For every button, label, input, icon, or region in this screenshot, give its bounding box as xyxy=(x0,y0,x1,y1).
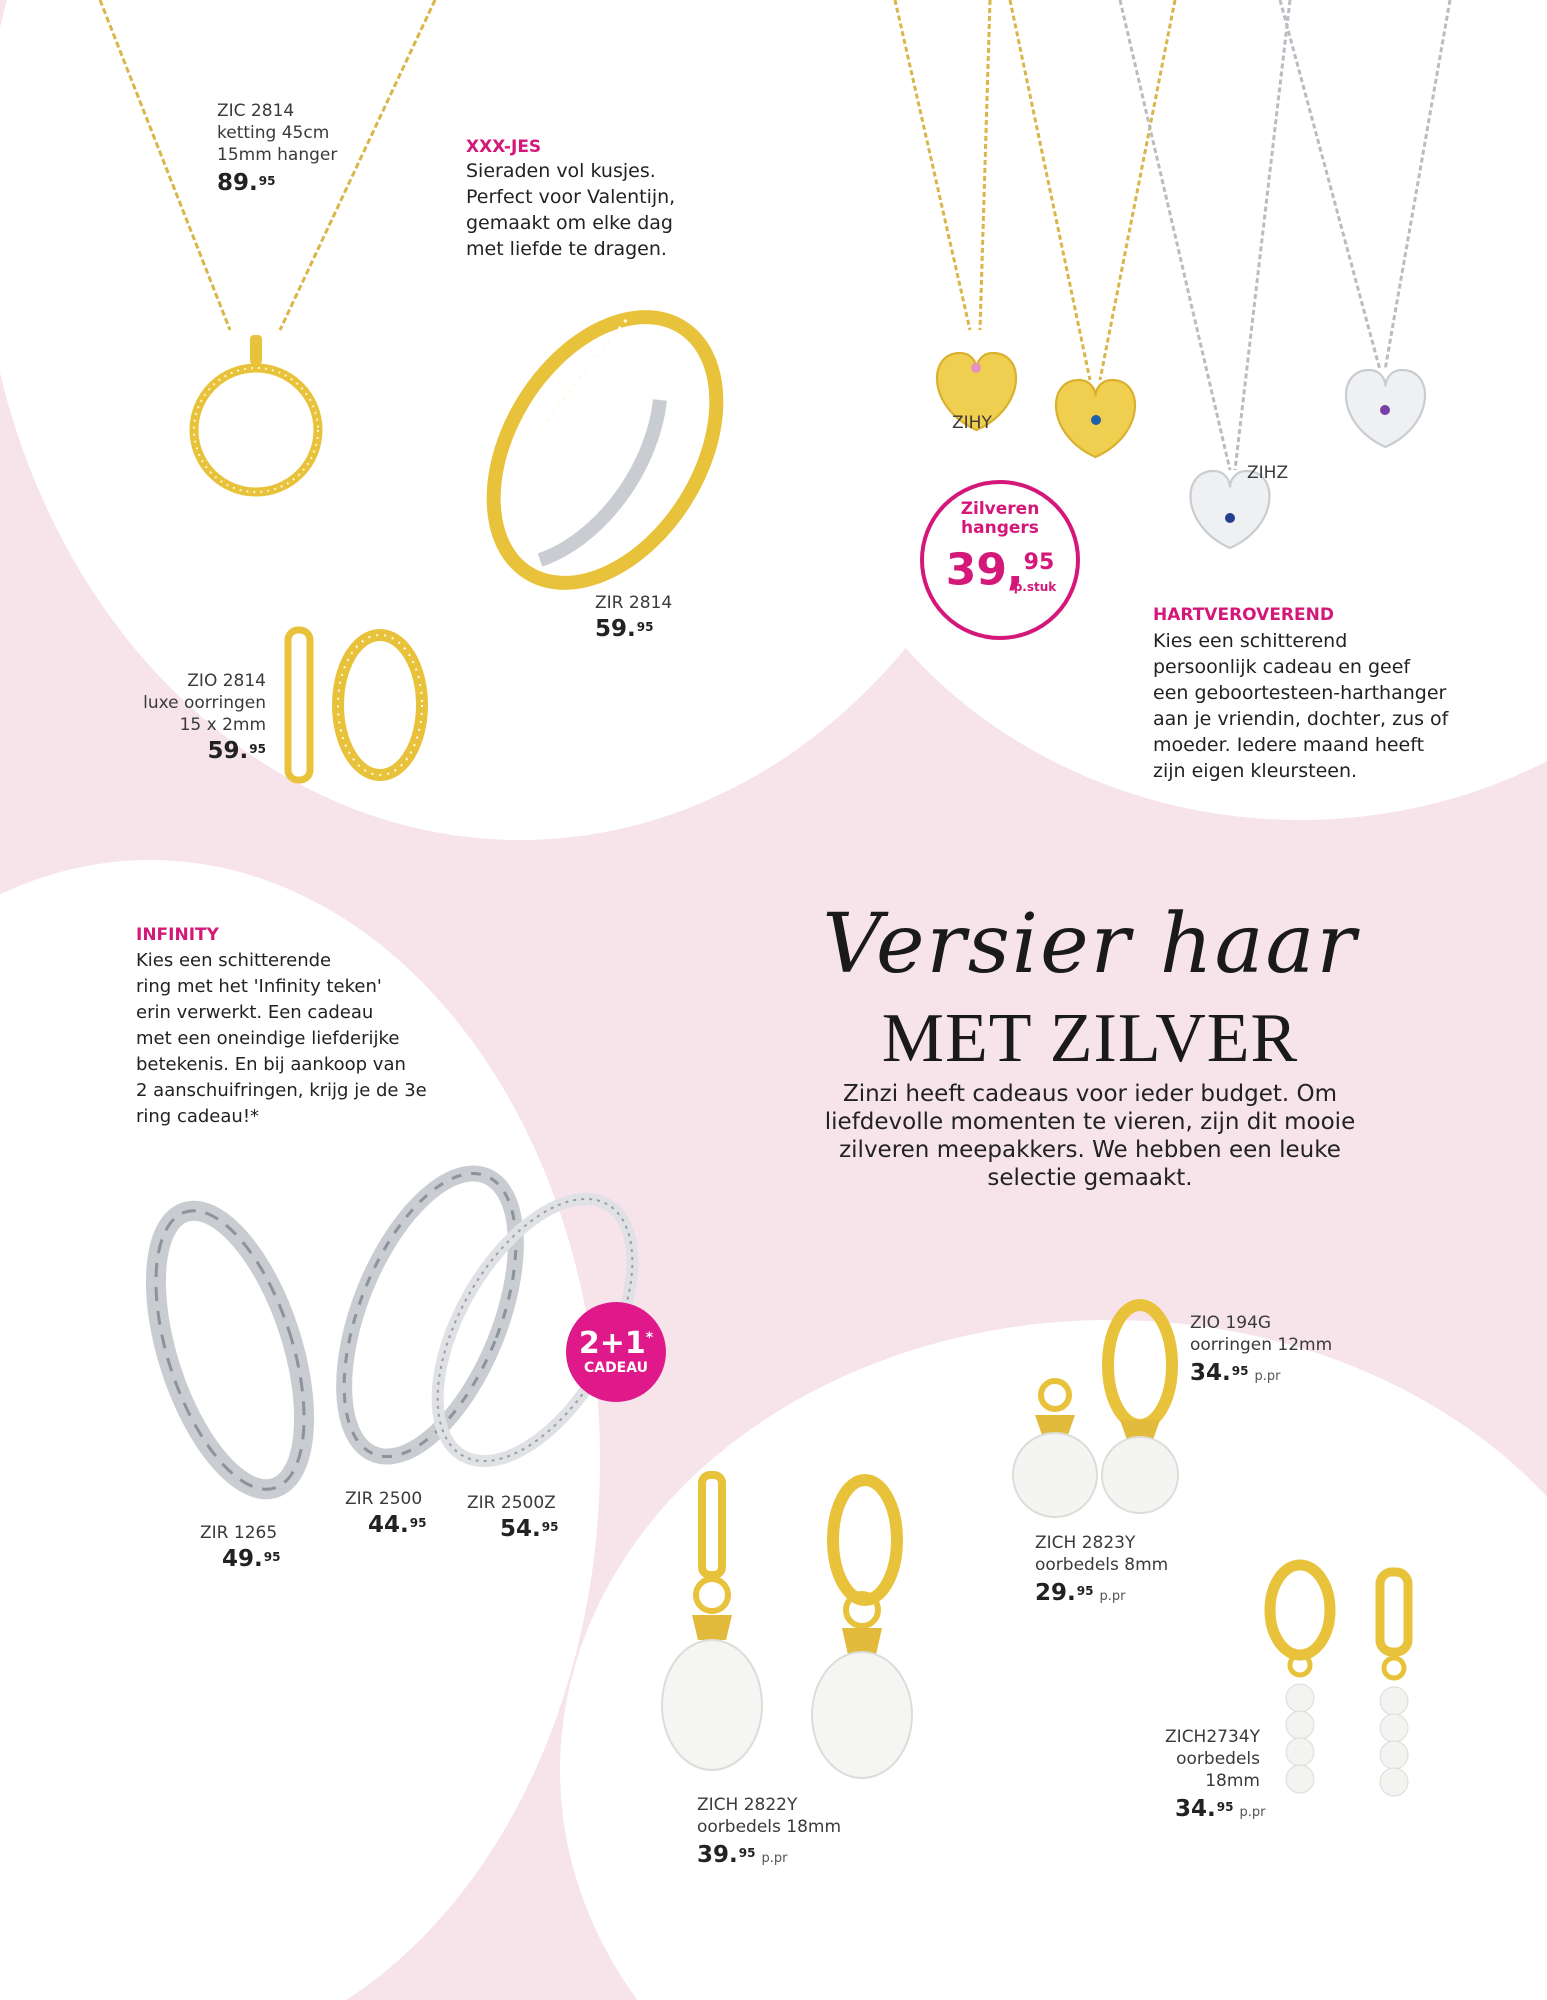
ring-zir2814-price: 59.95 xyxy=(595,616,654,642)
ring-zir1265-price: 49.95 xyxy=(222,1546,281,1572)
earrings-zich2734y-price: 34.95 p.pr xyxy=(1175,1796,1266,1822)
badge-line1: Zilveren xyxy=(960,499,1040,519)
hearts-label-gold: ZIHY xyxy=(952,413,992,433)
xxxjes-text: Sieraden vol kusjes. Perfect voor Valentijn, gemaakt om elke dag met liefde te dragen. xyxy=(466,160,676,260)
ring-zir2814-image xyxy=(480,290,730,610)
ring-zir1265-image xyxy=(130,1190,330,1510)
earrings-zich2734y-image xyxy=(1250,1560,1460,1850)
earrings-zio194g-code: ZIO 194G xyxy=(1190,1313,1272,1333)
necklace-zic2814-image xyxy=(90,0,450,520)
necklace-desc1: ketting 45cm xyxy=(217,123,330,143)
earrings-zio194g-price: 34.95 p.pr xyxy=(1190,1360,1281,1386)
xxxjes-heading: XXX-JES xyxy=(466,137,542,157)
earrings-zio2814-image xyxy=(280,620,440,800)
earrings-zio2814-price: 59.95 xyxy=(207,738,266,764)
earrings-zich2823y-desc: oorbedels 8mm xyxy=(1035,1555,1169,1575)
heart-necklaces-image xyxy=(890,0,1450,560)
ring-zir1265-code: ZIR 1265 xyxy=(200,1523,278,1543)
hearts-label-silver: ZIHZ xyxy=(1247,463,1289,483)
hearts-text: Kies een schitterend persoonlijk cadeau en geef een geboortesteen-harthanger aan je vriendin, dochter, zus of moeder. Iedere maand heeft zijn eigen kleursteen. xyxy=(1153,630,1449,782)
earrings-zich2823y-code: ZICH 2823Y xyxy=(1035,1533,1136,1553)
earrings-zich2822y-code: ZICH 2822Y xyxy=(697,1795,798,1815)
hearts-heading: HARTVEROVEREND xyxy=(1153,605,1334,625)
hearts-price-badge xyxy=(920,480,1080,640)
badge-cadeau: CADEAU xyxy=(583,1360,649,1376)
infinity-text: Kies een schitterende ring met het 'Infinity teken' erin verwerkt. Een cadeau met een oneindige liefderijke betekenis. En bij aankoop van 2 aanschuifringen, krijg je de 3e ring cadeau!* xyxy=(136,950,427,1127)
earrings-zio194g-image xyxy=(1000,1290,1200,1520)
earrings-zich2822y-price: 39.95 p.pr xyxy=(697,1842,788,1868)
ring-zir2814-code: ZIR 2814 xyxy=(595,593,673,613)
earrings-zich2734y-code: ZICH2734Y xyxy=(1165,1727,1260,1747)
earrings-zio2814-code: ZIO 2814 xyxy=(187,671,266,691)
ring-zir2500z-code: ZIR 2500Z xyxy=(467,1493,556,1513)
earrings-zich2734y-desc2: 18mm xyxy=(1205,1771,1260,1791)
necklace-code: ZIC 2814 xyxy=(217,101,295,121)
ring-zir2500z-price: 54.95 xyxy=(500,1516,559,1542)
title-intro: Zinzi heeft cadeaus voor ieder budget. Om liefdevolle momenten te vieren, zijn dit mooie zilveren meepakkers. We hebben een leuke selectie gemaakt. xyxy=(824,1081,1356,1191)
necklace-desc2: 15mm hanger xyxy=(217,145,338,165)
earrings-zio2814-desc1: luxe oorringen xyxy=(143,693,266,713)
infinity-cadeau-badge xyxy=(566,1302,666,1402)
badge-unit: p.stuk xyxy=(1013,579,1057,594)
earrings-zich2734y-desc1: oorbedels xyxy=(1176,1749,1260,1769)
badge-price: 39,95 xyxy=(945,544,1055,596)
earrings-zich2822y-image xyxy=(680,1470,920,1780)
title-script: Versier haar xyxy=(822,897,1358,992)
ring-zir2500-code: ZIR 2500 xyxy=(345,1489,423,1509)
earrings-zich2823y-price: 29.95 p.pr xyxy=(1035,1580,1126,1606)
earrings-zio2814-desc2: 15 x 2mm xyxy=(179,715,266,735)
earrings-zich2822y-desc: oorbedels 18mm xyxy=(697,1817,842,1837)
title-serif: MET ZILVER xyxy=(881,1000,1299,1077)
badge-2plus1: 2+1* xyxy=(578,1326,654,1361)
ring-zir2500-price: 44.95 xyxy=(368,1512,427,1538)
necklace-price: 89.95 xyxy=(217,170,276,196)
earrings-zio194g-desc: oorringen 12mm xyxy=(1190,1335,1333,1355)
badge-line2: hangers xyxy=(961,518,1039,538)
infinity-heading: INFINITY xyxy=(136,925,219,945)
